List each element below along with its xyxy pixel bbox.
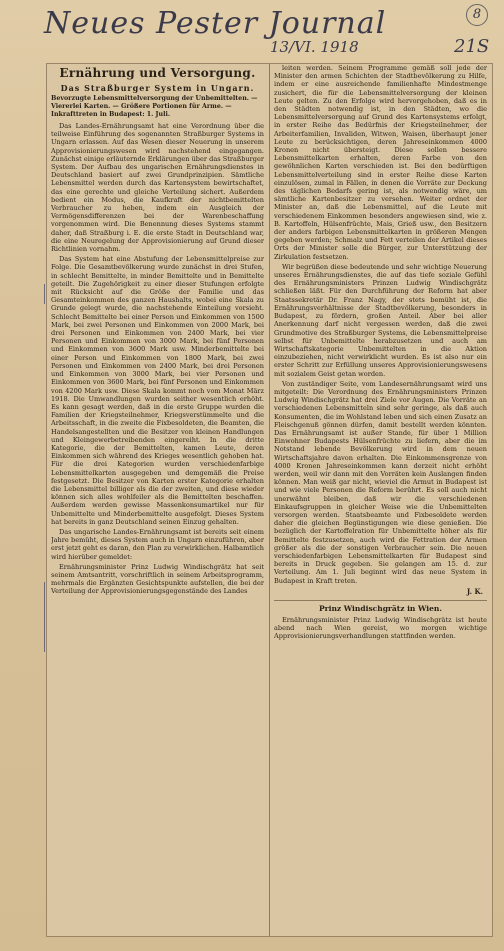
article-paragraph: Das System hat eine Abstufung der Lebensmittelpreise zur Folge. Die Gesamtbevölkerung wurde zunächst in drei Stufen, in schlecht Bemittelte, in minder Bemittelte und in Bemittelte geteilt. Die Zugehörigkeit zu einer dieser Stufungen erfolgte mit Rücksicht auf die Größe der Familie und das Gesamteinkommen des ganzen Haushalts, wobei eine Skala zu Grunde gelegt wurde, die nachstehende Einteilung vorsieht. Schlecht Bemittelte bei einer Person und Einkommen von 1500 Mark, bei zwei Personen und Einkommen von 2000 Mark, bei drei Personen und Einkommen von 2400 Mark, bei vier Personen und Einkommen von 3000 Mark, bei fünf Personen und Einkommen von 3600 Mark usw. Minderbemittelte bei einer Person und Einkommen von 1800 Mark, bei zwei Personen und Einkommen von 2400 Mark, bei drei Personen und Einkommen von 3000 Mark, bei vier Personen und Einkommen von 3600 Mark, bei fünf Personen und Einkommen von 4200 Mark usw. Diese Skala kommt noch vom Monat März 1918. Die Umwandlungen wurden seither wesentlich erhöht. Es kann gesagt werden, daß in die erste Gruppe wurden die Familien der Kriegsteilnehmer, Kriegsverstümmelte und die Arbeitsschaft, in die zweite die Fixbesoldeten, die Beamten, die Handelsangestellten und die Besitzer von kleinen Handlungen und Kleingewerbetreibenden eingereiht. In die dritte Kategorie, die der Bemittelten, kamen Leute, deren Einkommen sich während des Krieges wesentlich gehoben hat. Für die drei Kategorien wurden verschiedenfarbige Lebensmittelkarten ausgegeben und demgemäß die Preise festgesetzt. Die Besitzer von Karten erster Kategorie erhalten die Lebensmittel billiger als die der zweiten, und diese wieder können sich alles wohlfeiler als die Bemittelten beschaffen. Außerdem werden gewisse Massenkonsumartikel nur für Unbemittelte und Minderbemittelte ausgefolgt. Dieses System hat bereits in ganz Deutschland seinen Einzug gehalten. xyxy=(51,255,264,526)
article-paragraph: leiten werden. Seinem Programme gemäß soll jede der Minister den armen Schichten der Stadtbevölkerung zu Hilfe, indem er eine ausreichende familienhafte Mindestmenge zusichert, die für die Lebensmittelversorgung der kleinen Leute gelten. Zu den Erfolge wird hervorgehoben, daß es in den Städten notwendig ist, in den Städten, wo die Lebensmittelversorgung auf Grund des Kartensystems erfolgt, in erster Reihe das Bedürfnis der Kriegsteilnehmer, der Arbeiterfamilien, Invaliden, Witwen, Waisen, überhaupt jener Leute zu berücksichtigen, deren Jahreseinkommen 4000 Kronen nicht übersteigt. Diese sollen bessere Lebensmittelkarten erhalten, deren Farbe von den gewöhnlichen Karten verschieden ist. Bei den bedürftigen Lebensmittelverteilung sind in erster Reihe diese Karten einzulösen, zumal in Fällen, in denen die Vorräte zur Deckung des täglichen Bedarfs gering ist, als notwendig wäre, um sämtliche Kartenbesitzer zu versehen. Weiter ordnet der Minister an, daß die Lebensmittel, auf die Leute mit verschiedenem Einkommen besonders angewiesen sind, wie z. B. Kartoffeln, Hülsenfrüchte, Mais, Grieß usw., den Besitzern der anders farbigen Lebensmittelkarten in größeren Mengen gegeben werden; Schmalz und Fett verteilen der Artikel dieses Orts der Minister solle die Bürger, zur Unterstützung der Zirkulation festsetzen. xyxy=(274,64,487,261)
section-title: Prinz Windischgrätz in Wien. xyxy=(274,600,487,614)
article-subhead: Das Straßburger System in Ungarn. xyxy=(60,83,255,93)
archive-stamp: 8 xyxy=(466,4,488,26)
pencil-margin-mark xyxy=(44,582,45,652)
newspaper-clipping xyxy=(47,64,492,936)
handwritten-newspaper-name: Neues Pester Journal xyxy=(44,6,387,41)
article-headline: Ernährung und Versorgung. xyxy=(59,66,256,80)
closing-paragraph: Ernährungsminister Prinz Ludwig Windischgrätz ist heute abend nach Wien gereist, wo morgen wichtige Approvisionierungsverhandlungen stattfinden werden. xyxy=(274,616,487,641)
article-column-right xyxy=(274,64,487,936)
article-paragraph: Von zuständiger Seite, vom Landesernährungsamt wird uns mitgeteilt: Die Verordnung des Ernährungsministers Prinzen Ludwig Windischgrätz hat drei Ziele vor Augen. Die Vorräte an verschiedenen Lebensmitteln sind sehr geringe, als daß auch Konsumenten, die im Wohlstand leben und sich einen Zusatz an Fleischgenuß gönnen dürfen, damit bestellt werden könnten. Das Ernährungsamt ist außer Stande, für über 1 Million Einwohner Budapests Hülsenfrüchte zu liefern, aber die im Notstand lebende Bevölkerung wird in dem neuen Wirtschaftsjahre davon erhalten. Die Einkommensgrenze von 4000 Kronen Jahreseinkommen kann derzeit nicht erhöht werden, weil wir dann mit den Vorräten kein Auslangen finden können. Man weiß gar nicht, wieviel die Armut in Budapest ist und wie viele Personen die Reform berührt. Es soll auch nicht unerwähnt bleiben, daß wir die verschiedenen Einkaufsgruppen in gleicher Weise wie die Unbemittelten versorgen werden. Staatsbeamte und Fixbesoldete werden daher die gleichen Begünstigungen wie diese genießen. Die bezüglich der Kartoffelration für Unbemittelte höher als für Bemittelte festzusetzen, auch wird die Fettration der Armen größer als die der sonstigen Verbraucher sein. Die neuen verschiedenfarbigen Lebensmittelkarten für Budapest sind bereits in Druck gegeben. Sie gelangen am 15. d. zur Verteilung. Am 1. Juli beginnt wird das neue System in Budapest in Kraft treten. xyxy=(274,379,487,585)
article-paragraph: Das ungarische Landes-Ernährungsamt ist bereits seit einem Jahre bemüht, dieses System auch in Ungarn einzuführen, aber erst jetzt geht es daran, den Plan zu verwirklichen. Halbamtlich wird hierüber gemeldet: xyxy=(51,527,264,561)
article-summary: Bevorzugte Lebensmittelversorgung der Unbemittelten. — Viererlei Karten. — Größere Portionen für Arme. — Inkrafttreten in Budapest: 1. Juli. xyxy=(51,95,258,118)
article-paragraph: Das Landes-Ernährungsamt hat eine Verordnung über die teilweise Einführung des sogenannten Straßburger Systems in Ungarn erlassen. Auf das Wesen dieser Neuerung in unserem Approvisionierungswesen wird nachstehend eingegangen. Zunächst einige erläuternde Erklärungen über das Straßburger System. Der Aufbau des ungarischen Ernährungsdienstes in Deutschland basiert auf zwei Grundprinzipien. Sämtliche Lebensmittel werden durch das Kartensystem bewirtschaftet, das eine gerechte und gleiche Verteilung sichert. Außerdem bedient ein Modus, die Kaufkraft der nichtbemittelten Verbraucher zu heben, indem ein Ausgleich der Vermögensdifferenzen bei der Warenbeschaffung vorgenommen wird. Die Benennung dieses Systems stammt daher, daß Straßburg i. E. die erste Stadt in Deutschland war, die eine Neuregelung der Approvisionierung auf Grund dieser Richtlinien vornahm. xyxy=(51,122,264,254)
article-paragraph: Ernährungsminister Prinz Ludwig Windischgrätz hat seit seinem Amtsantritt, vorschriftlich in seinem Arbeitsprogramm, mehrmals die Ergänzten Gesichtspunkte aufstellen, die bei der Verteilung der Approvisionierungsgegenstände des Landes xyxy=(51,562,264,596)
handwritten-date: 13/VI. 1918 xyxy=(270,38,359,56)
article-column-left xyxy=(51,64,264,936)
handwritten-page-mark: 21S xyxy=(454,36,490,57)
column-divider xyxy=(269,64,270,936)
article-signature: J. K. xyxy=(466,586,483,596)
article-paragraph: Wir begrüßen diese bedeutende und sehr wichtige Neuerung unseres Ernährungsdienstes, die auf das tiefe soziale Gefühl des Ernährungsministers Prinzen Ludwig Windischgrätz schließen läßt. Für den Durchführung der Reform hat aber Staatssekretär Dr. Franz Nagy, der stets bemüht ist, die Ernährungsverhältnisse der Stadtbevölkerung, besonders in Budapest, zu fördern, großen Anteil. Aber bei aller Anerkennung darf nicht vergessen werden, daß die zwei Grundmotive des Straßburger Systems, die Lebensmittelpreise selbst für Unbemittelte herabzusetzen und auch am Wirtschaftskategorie Unbemittelten in die Aktion einzubeziehen, nicht verwirklicht wurden. Es ist also nur ein erster Schritt zur Erfüllung unseres Approvisionierungswesens mit sozialem Geist getan worden. xyxy=(274,262,487,378)
pencil-margin-mark xyxy=(44,284,45,304)
